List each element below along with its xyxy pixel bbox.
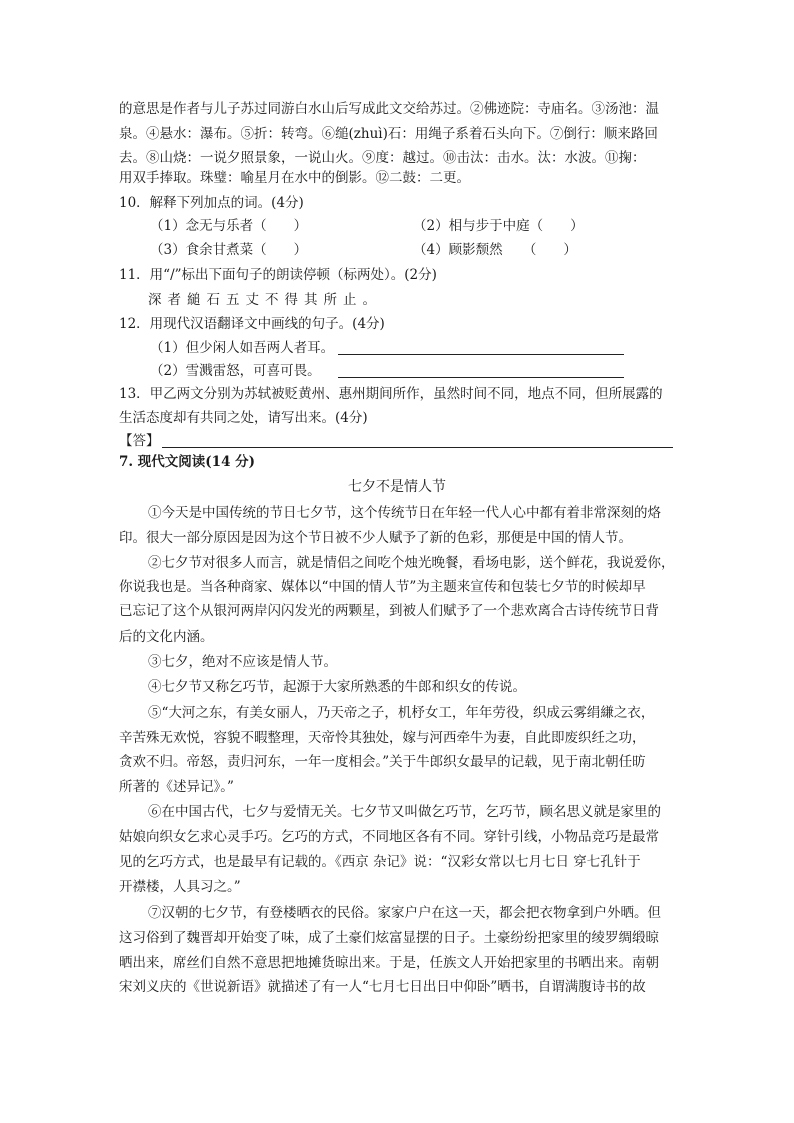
question-11-sentence: 深者縋石五丈不得其所止。 [148, 292, 382, 308]
paragraph-line: 开襟楼，人具习之。” [119, 879, 241, 895]
question-11-stem: 11．用“/”标出下面句子的朗读停顿（标两处）。(2分) [119, 267, 437, 283]
footnote-line: 去。⑧山烧：一说夕照景象，一说山火。⑨度：越过。⑩击汰：击水。汰：水波。⑪掬： [119, 150, 646, 166]
paragraph-line: 后的文化内涵。 [119, 629, 214, 645]
answer-label: 【答】 [119, 433, 160, 449]
question-12-item-text: （1）但少闲人如吾两人者耳。 [150, 340, 335, 356]
question-12-item [150, 361, 321, 381]
paragraph-line: ①今天是中国传统的节日七夕节，这个传统节日在年轻一代人心中都有着非常深刻的烙 [148, 505, 661, 521]
footnote-line: 用双手捧取。珠璧：喻星月在水中的倒影。⑫二鼓：二更。 [119, 170, 470, 186]
paragraph-line: 你说我也是。当各种商家、媒体以“中国的情人节”为主题来宣传和包装七夕节的时候却早 [119, 579, 646, 595]
paragraph-line: 已忘记了这个从银河两岸闪闪发光的两颗星，到被人们赋予了一个悲欢离合古诗传统节日背 [119, 603, 659, 619]
question-10-stem: 10．解释下列加点的词。(4分) [119, 195, 304, 211]
paragraph-line: 贪欢不归。帝怒，责归河东，一年一度相会。”关于牛郎织女最早的记载，见于南北朝任昉 [119, 754, 646, 770]
paragraph-line: ②七夕节对很多人而言，就是情侣之间吃个烛光晚餐，看场电影，送个鲜花，我说爱你， [148, 555, 675, 571]
paragraph-line: 印。很大一部分原因是因为这个节日被不少人赋予了新的色彩，那便是中国的情人节。 [119, 530, 632, 546]
paragraph-line: ④七夕节又称乞巧节，起源于大家所熟悉的牛郎和织女的传说。 [148, 679, 526, 695]
paragraph-line: ⑦汉朝的七夕节，有登楼晒衣的民俗。家家户户在这一天，都会把衣物拿到户外晒。但 [148, 905, 661, 921]
footnote-line: 的意思是作者与儿子苏过同游白水山后写成此文交给苏过。②佛迹院：寺庙名。③汤池：温 [119, 101, 659, 117]
paragraph-line: 晒出来，席丝们自然不意思把地摊货晾出来。于是，任族文人开始把家里的书晒出来。南朝 [119, 955, 659, 971]
article-title: 七夕不是情人节 [348, 479, 446, 495]
paragraph-line: 辛苦殊无欢悦，容貌不暇整理，天帝怜其独处，嫁与河西牵牛为妻，自此即废织纴之功， [119, 730, 646, 746]
paragraph-line: 这习俗到了魏晋却开始变了味，成了土豪们炫富显摆的日子。土豪纷纷把家里的绫罗绸缎晾 [119, 930, 659, 946]
paragraph-line: 宋刘义庆的《世说新语》就描述了有一人“七月七日出日中仰卧”晒书，自谓满腹诗书的故 [119, 979, 646, 995]
footnote-line: 泉。④悬水：瀑布。⑤折：转弯。⑥缒(zhuì)石：用绳子系着石头向下。⑦倒行：顺来路回 [119, 126, 658, 142]
question-13-stem: 生活态度却有共同之处，请写出来。(4分) [119, 410, 368, 426]
section-heading: 7. 现代文阅读(14 分) [119, 454, 256, 470]
question-10-item: （3）食余甘煮菜（ ） [150, 242, 308, 258]
question-12-item-text: （2）雪溅雷怒，可喜可畏。 [150, 363, 321, 379]
paragraph-line: 姑娘向织女乞求心灵手巧。乞巧的方式，不同地区各有不同。穿针引线，小物品竞巧是最常 [119, 829, 659, 845]
question-10-item: （2）相与步于中庭（ ） [413, 218, 584, 234]
paragraph-line: 所著的《述异记》。” [119, 779, 234, 795]
answer-blank[interactable] [338, 341, 624, 355]
paragraph-line: ③七夕，绝对不应该是情人节。 [148, 654, 337, 670]
answer-blank[interactable] [162, 434, 673, 448]
question-10-item: （1）念无与乐者（ ） [150, 218, 308, 234]
answer-blank[interactable] [338, 364, 624, 378]
paragraph-line: ⑤“大河之东，有美女丽人，乃天帝之子，机杼女工，年年劳役，织成云雾绢縑之衣， [148, 705, 655, 721]
paragraph-line: 见的乞巧方式，也是最早有记载的。《西京 杂记》说：“汉彩女常以七月七日 穿七孔针于 [119, 854, 641, 870]
question-10-item: （4）顾影颓然 （ ） [413, 242, 577, 258]
question-12-item [150, 338, 334, 358]
paragraph-line: ⑥在中国古代，七夕与爱情无关。七夕节又叫做乞巧节，乞巧节，顾名思义就是家里的 [148, 804, 661, 820]
question-12-stem: 12．用现代汉语翻译文中画线的句子。(4分) [119, 316, 385, 332]
question-13-stem: 13．甲乙两文分别为苏轼被贬黄州、惠州期间所作，虽然时间不同，地点不同，但所展露的 [119, 386, 663, 402]
